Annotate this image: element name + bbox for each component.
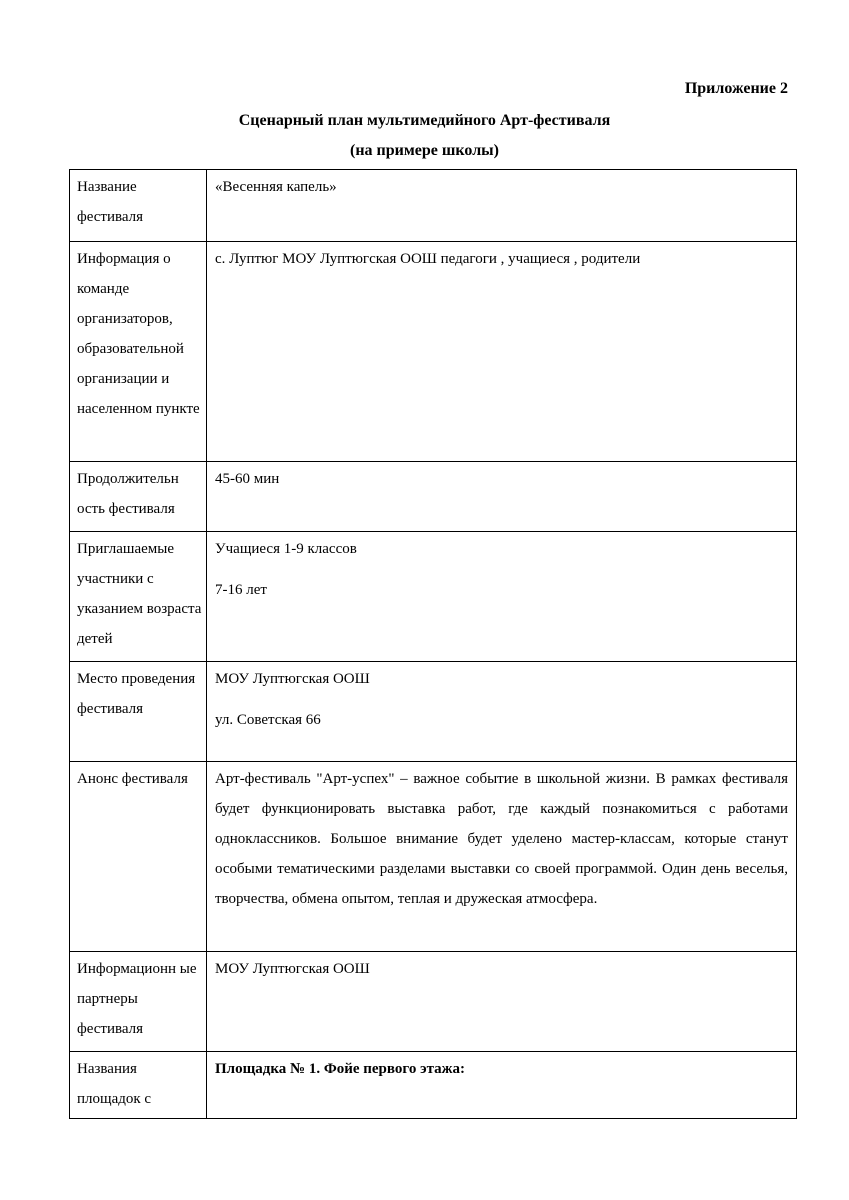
row-label: Информация о команде организаторов, образовательной организации и населенном пункте [70, 242, 207, 462]
table-row-participants [70, 532, 797, 662]
row-value: с. Луптюг МОУ Луптюгская ООШ педагоги , учащиеся , родители [207, 242, 797, 462]
row-value: Арт-фестиваль "Арт-успех" – важное событие в школьной жизни. В рамках фестиваля будет функционировать выставка работ, где каждый познакомиться с работами одноклассников. Большое внимание будет уделено мастер-классам, которые станут особыми тематическими разделами выставки со своей программой. Один день веселья, творчества, обмена опытом, теплая и дружеская атмосфера. [207, 762, 797, 952]
row-label: Название фестиваля [70, 170, 207, 242]
table-row-organizers [70, 242, 797, 462]
table-row-info-partners [70, 952, 797, 1052]
table-row-duration [70, 462, 797, 532]
document-title: Сценарный план мультимедийного Арт-фестиваля [238, 112, 611, 129]
row-label: Приглашаемые участники с указанием возраста детей [70, 532, 207, 662]
venue-address: ул. Советская 66 [215, 712, 321, 728]
festival-plan-table [69, 169, 797, 1119]
table-row-announcement [70, 762, 797, 952]
row-value: Площадка № 1. Фойе первого этажа: [207, 1052, 797, 1119]
row-label: Информационн ые партнеры фестиваля [70, 952, 207, 1052]
row-value: 45-60 мин [207, 462, 797, 532]
row-value-cell [207, 532, 797, 662]
participants-age: 7-16 лет [215, 582, 267, 598]
row-value: МОУ Луптюгская ООШ [207, 952, 797, 1052]
table-row-venue [70, 662, 797, 762]
row-label: Анонс фестиваля [70, 762, 207, 952]
row-label: Продолжительн ость фестиваля [70, 462, 207, 532]
venue-school: МОУ Луптюгская ООШ [215, 671, 370, 687]
table-row-venues-names [70, 1052, 797, 1119]
document-subtitle: (на примере школы) [350, 142, 499, 159]
row-value-cell [207, 662, 797, 762]
table-row-festival-name [70, 170, 797, 242]
appendix-label: Приложение 2 [684, 80, 788, 97]
participants-classes: Учащиеся 1-9 классов [215, 541, 357, 557]
row-label: Названия площадок с [70, 1052, 207, 1119]
row-value: «Весенняя капель» [207, 170, 797, 242]
row-label: Место проведения фестиваля [70, 662, 207, 762]
